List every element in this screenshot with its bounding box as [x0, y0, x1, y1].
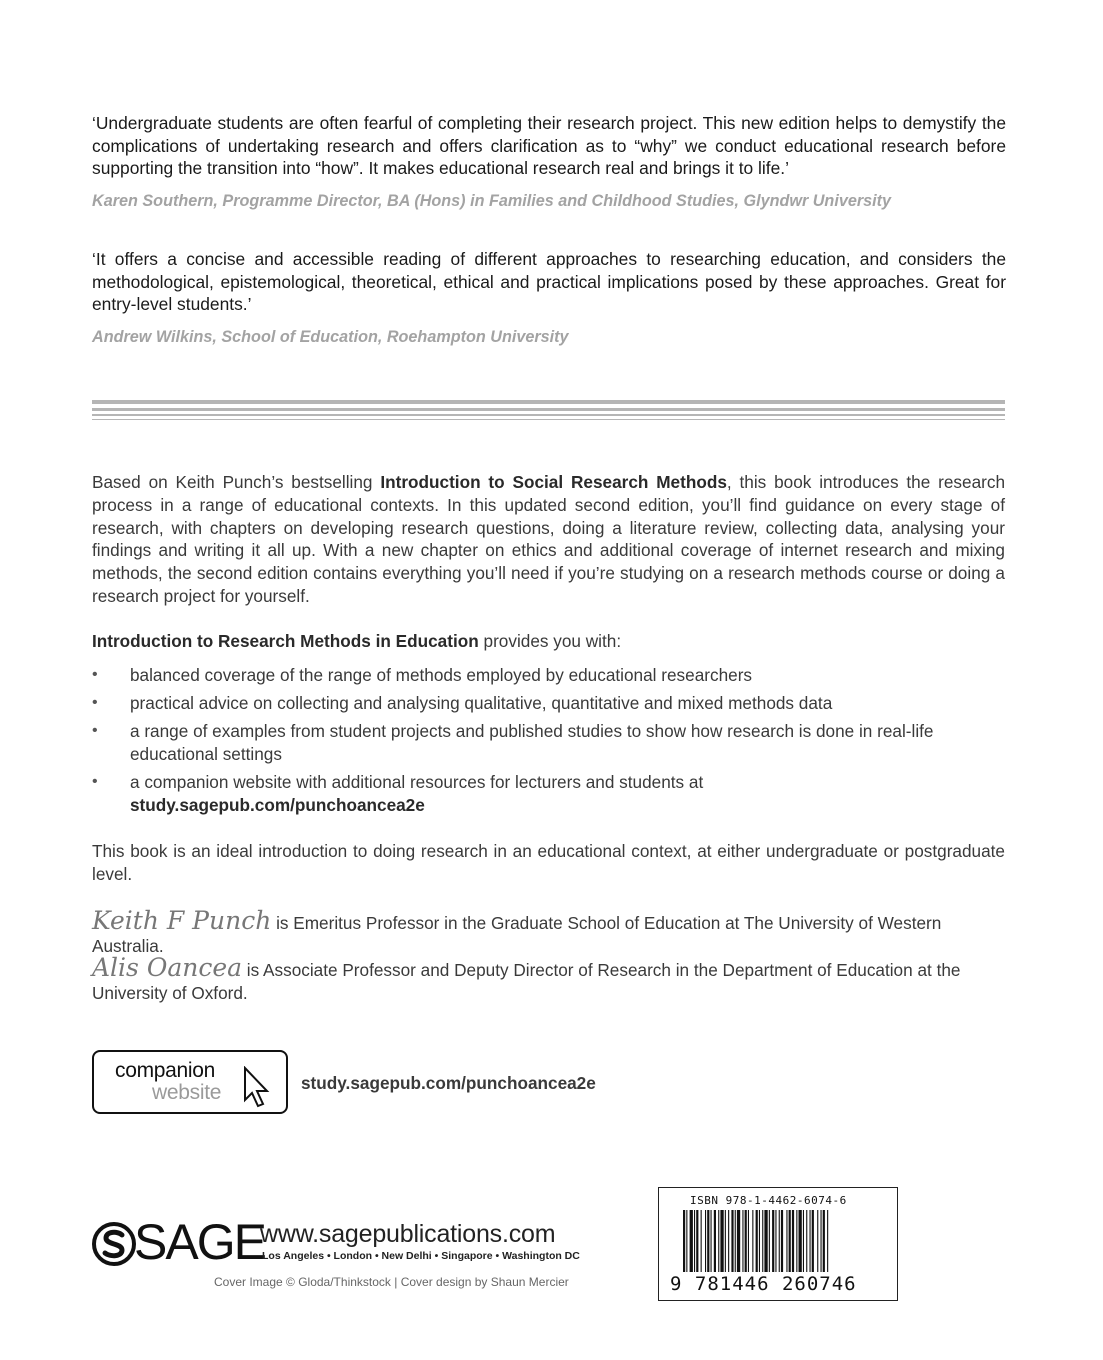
barcode-bar [810, 1210, 811, 1272]
author-signature: Alis Oancea [92, 953, 243, 982]
barcode-bar [796, 1210, 797, 1272]
barcode-bar [817, 1210, 818, 1272]
barcode-bar [775, 1210, 776, 1272]
barcode-bar [789, 1210, 791, 1272]
publisher-cities: Los Angeles • London • New Delhi • Singapore • Washington DC [262, 1250, 580, 1262]
companion-website-badge[interactable] [92, 1050, 288, 1114]
barcode-bar [728, 1210, 729, 1272]
barcode-bar [745, 1210, 747, 1272]
barcode-bar [756, 1210, 758, 1272]
barcode-bar [772, 1210, 774, 1272]
provides-suffix: provides you with: [478, 631, 622, 651]
barcode-bar [806, 1210, 807, 1272]
barcode-bar [779, 1210, 780, 1272]
barcode-bar [781, 1210, 783, 1272]
barcode-bar [686, 1210, 687, 1272]
bullet-marker: • [92, 722, 98, 739]
barcode-bar [803, 1210, 804, 1272]
barcode-bar [759, 1210, 760, 1272]
barcode-bar [752, 1210, 753, 1272]
description-paragraph [92, 471, 1005, 608]
author-bio-text: is Emeritus Professor in the Graduate School of Education at The University of Western Australia. [92, 913, 942, 956]
cover-credits: Cover Image © Gloda/Thinkstock | Cover design by Shaun Mercier [214, 1275, 569, 1289]
barcode-bar [823, 1210, 825, 1272]
source-book-title: Introduction to Social Research Methods [380, 472, 727, 492]
closing-paragraph: This book is an ideal introduction to doing research in an educational context, at either undergraduate or postgraduate level. [92, 841, 1005, 884]
barcode-bar [718, 1210, 719, 1272]
barcode-bar [792, 1210, 794, 1272]
barcode-bar [694, 1210, 695, 1272]
barcode-bar [705, 1210, 706, 1272]
barcode-bar [731, 1210, 733, 1272]
barcode-bar [821, 1210, 822, 1272]
quote-text: ‘Undergraduate students are often fearful of completing their research project. This new edition helps to demystify the complications of undertaking research and offers clarification as to “why” we conduct educational research before supporting the transition into “how”. It makes educational research real and brings it to life.’ [92, 113, 1006, 178]
barcode-bar [748, 1210, 749, 1272]
barcode-bar [714, 1210, 716, 1272]
barcode-bar [762, 1210, 763, 1272]
quote-attribution: Andrew Wilkins, School of Education, Roehampton University [92, 328, 569, 346]
barcode-bar [683, 1210, 685, 1272]
list-item: a range of examples from student projects and published studies to show how research is done in real-life educational settings [130, 721, 934, 764]
author-signature: Keith F Punch [92, 906, 272, 935]
website-label: website [152, 1081, 222, 1104]
description-intro-suffix: , this book introduces the research process in a range of educational contexts. In this updated second edition, you’ll find guidance on every stage of research, with chapters on developing research questions, doing a literature review, collecting data, analysing your findings and writing it all up. With a new chapter on ethics and additional coverage of internet research and mixing methods, the second edition contains everything you’ll need if you’re studying on a research methods course or doing a research project for yourself. [92, 472, 1006, 606]
list-item-text: a companion website with additional resources for lecturers and students at [130, 772, 704, 792]
author-bio-text: is Associate Professor and Deputy Director of Research in the Department of Education at the University of Oxford. [92, 960, 961, 1003]
barcode-bar [720, 1210, 723, 1272]
barcode-bar [769, 1210, 770, 1272]
book-title: Introduction to Research Methods in Education [92, 631, 479, 651]
companion-label: companion [115, 1059, 216, 1082]
barcode-bar [786, 1210, 787, 1272]
barcode-icon [683, 1210, 873, 1272]
quote-text: ‘It offers a concise and accessible reading of different approaches to researching education, and considers the methodological, epistemological, theoretical, ethical and practical implications posed by these approaches. Great for entry-level students.’ [92, 249, 1006, 314]
bullet-marker: • [92, 666, 98, 683]
barcode-digits: 9 781446 260746 [670, 1273, 857, 1295]
quote-attribution: Karen Southern, Programme Director, BA (Hons) in Families and Childhood Studies, Glyndwr University [92, 192, 892, 210]
list-item: balanced coverage of the range of methods employed by educational researchers [130, 665, 753, 685]
barcode-bar [799, 1210, 802, 1272]
isbn-label: ISBN 978-1-4462-6074-6 [690, 1194, 847, 1207]
barcode-bar [735, 1210, 736, 1272]
barcode-box [658, 1187, 898, 1301]
bullet-marker: • [92, 694, 98, 711]
barcode-bar [742, 1210, 743, 1272]
list-item [130, 771, 1005, 817]
barcode-bar [812, 1210, 814, 1272]
barcode-bar [701, 1210, 702, 1272]
barcode-bar [696, 1210, 698, 1272]
publisher-website[interactable]: www.sagepublications.com [260, 1220, 556, 1248]
sage-logo-icon [92, 1222, 136, 1266]
barcode-bar [707, 1210, 709, 1272]
companion-url-link[interactable]: study.sagepub.com/punchoancea2e [130, 794, 425, 815]
companion-url[interactable]: study.sagepub.com/punchoancea2e [301, 1073, 596, 1093]
list-item: practical advice on collecting and analysing qualitative, quantitative and mixed methods data [130, 693, 833, 713]
barcode-bar [725, 1210, 726, 1272]
cursor-arrow-icon [242, 1066, 272, 1110]
provides-heading [92, 630, 1005, 653]
sage-logo: SAGE [134, 1214, 265, 1270]
description-intro-prefix: Based on Keith Punch’s bestselling [92, 472, 381, 492]
author-bio [92, 906, 1006, 958]
barcode-bar [827, 1210, 828, 1272]
author-bio [92, 953, 1006, 1005]
bullet-marker: • [92, 773, 98, 790]
barcode-bar [737, 1210, 740, 1272]
barcode-bar [764, 1210, 767, 1272]
barcode-bar [711, 1210, 712, 1272]
barcode-bar [690, 1210, 693, 1272]
